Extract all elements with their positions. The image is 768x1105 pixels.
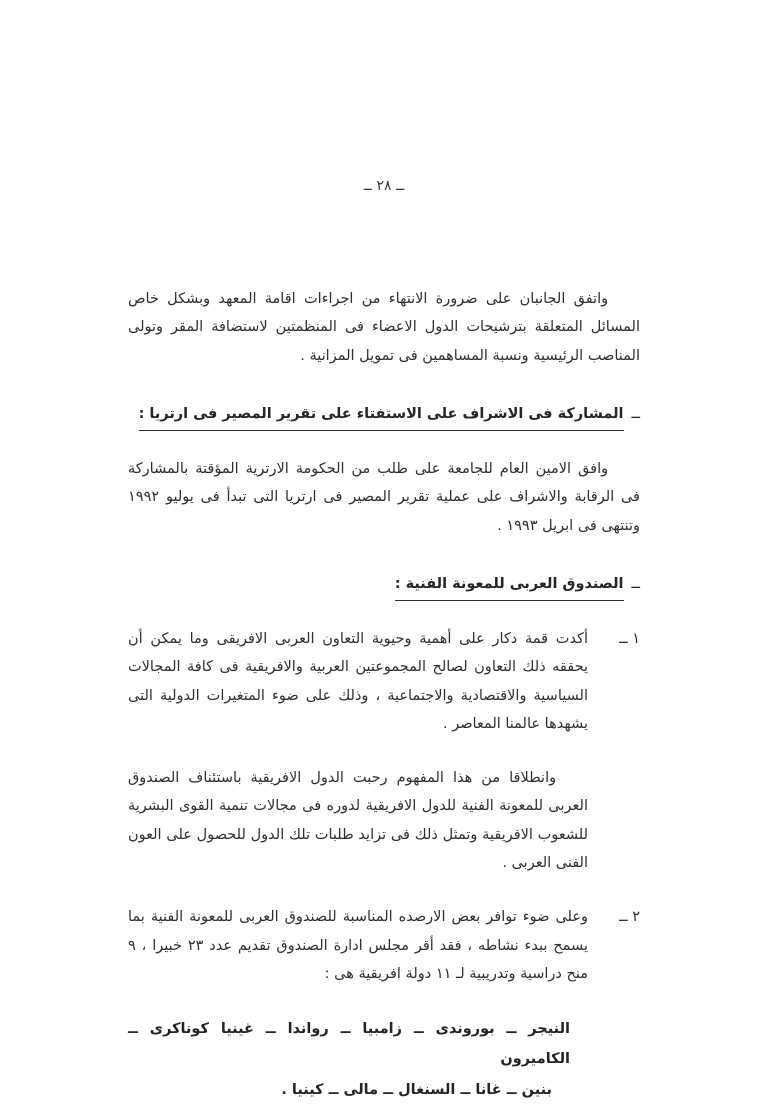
item-text: وعلى ضوء توافر بعض الارصده المناسبة للصندوق العربى للمعونة الفنية بما يسمح ببدء نشاطه ، فقد أقر مجلس ادارة الصندوق تقديم عدد ٢٣ خبيرا ، ٩ منح دراسية وتدريبية لـ ١١ دولة افريقية هى : <box>128 909 588 982</box>
heading-dash: ــ <box>631 575 640 592</box>
section-heading-referendum <box>128 400 640 431</box>
item-text: أكدت قمة دكار على أهمية وحيوية التعاون العربى الافريقى وما يمكن أن يحققه ذلك التعاون لصالح المجموعتين العربية والافريقية فى كافة المجالات السياسية والاقتصادية والاجتماعية ، وذلك على ضوء المتغيرات الدولية التى يشهدها عالمنا المعاصر . <box>128 631 588 732</box>
countries-line-2: بنين ــ غانا ــ السنغال ــ مالى ــ كينيا . <box>281 1081 552 1098</box>
section-heading-text: المشاركة فى الاشراف على الاستفتاء على تقرير المصير فى ارتريا : <box>139 400 624 431</box>
document-content <box>128 285 640 1105</box>
countries-line-1: النيجر ــ بوروندى ــ زامبيا ــ رواندا ــ غينيا كوناكرى ــ الكاميرون <box>128 1021 570 1068</box>
heading-dash: ــ <box>631 405 640 422</box>
countries-list <box>128 1014 640 1105</box>
fund-paragraph: وانطلاقا من هذا المفهوم رحبت الدول الافريقية باستئناف الصندوق العربى للمعونة الفنية للدول الافريقية لدوره فى مجالات تنمية القوى البشرية للشعوب الافريقية وتمثل ذلك فى تزايد طلبات تلك الدول للحصول على العون الفنى العربى . <box>128 770 588 871</box>
section-heading-text: الصندوق العربى للمعونة الفنية : <box>395 570 624 601</box>
item-number: ٢ ــ <box>619 909 640 926</box>
item-number: ١ ــ <box>619 631 640 648</box>
numbered-item-1 <box>128 625 640 738</box>
page-number: ــ ٢٨ ــ <box>363 178 405 194</box>
intro-paragraph: واتفق الجانبان على ضرورة الانتهاء من اجراءات اقامة المعهد وبشكل خاص المسائل المتعلقة بترشيحات الدول الاعضاء فى المنظمتين لاستضافة المقر وتولى المناصب الرئيسية ونسبة المساهمين فى تمويل المزانية . <box>128 291 640 364</box>
numbered-item-2 <box>128 903 640 988</box>
section-heading-arab-fund <box>128 570 640 601</box>
eritrea-paragraph: وافق الامين العام للجامعة على طلب من الحكومة الارترية المؤقتة بالمشاركة فى الرقابة والاشراف على عملية تقرير المصير فى ارتريا التى تبدأ فى يوليو ١٩٩٢ وتنتهى فى ابريل ١٩٩٣ . <box>128 461 640 534</box>
